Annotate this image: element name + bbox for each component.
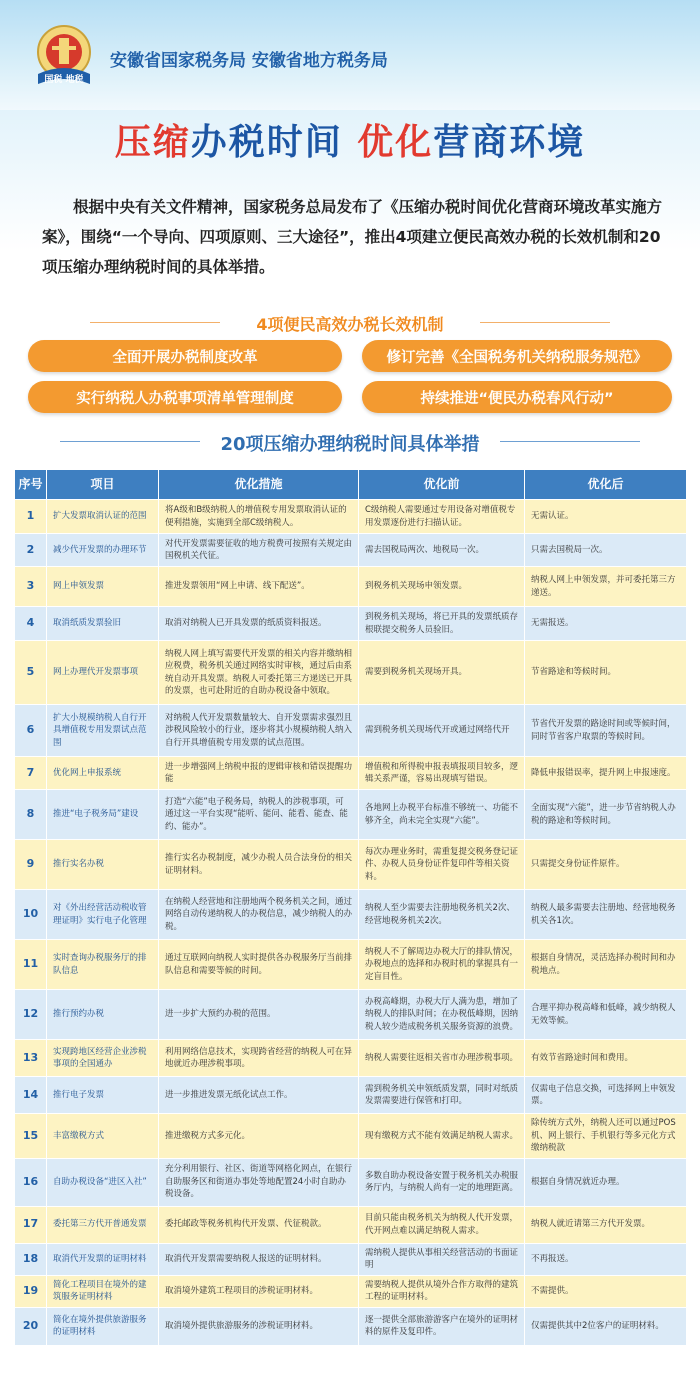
header-before: 优化前: [359, 470, 525, 500]
row-before: 办税高峰期，办税大厅人满为患，增加了纳税人的排队时间；在办税低峰期，因纳税人较少造成税务机关服务资源的浪费。: [359, 990, 525, 1040]
header-item: 项目: [47, 470, 159, 500]
row-before: 逐一提供全部旅游游客户在境外的证明材料的原件及复印件。: [359, 1307, 525, 1345]
row-number: 6: [15, 705, 47, 757]
measures-table: [14, 469, 687, 1346]
row-item: 推行电子发票: [47, 1077, 159, 1114]
table-row: [15, 567, 687, 607]
row-number: 20: [15, 1307, 47, 1345]
row-number: 3: [15, 567, 47, 607]
row-after: 纳税人最多需要去注册地、经营地税务机关各1次。: [525, 890, 687, 940]
mechanism-pill-3: 实行纳税人办税事项清单管理制度: [28, 381, 342, 413]
row-number: 5: [15, 641, 47, 705]
row-item: 网上办理代开发票事项: [47, 641, 159, 705]
row-measure: 利用网络信息技术，实现跨省经营的纳税人可在异地就近办理涉税事项。: [159, 1040, 359, 1077]
row-before: 纳税人不了解周边办税大厅的排队情况，办税地点的选择和办税时机的掌握具有一定盲目性。: [359, 940, 525, 990]
row-after: 全面实现“六能”，进一步节省纳税人办税的路途和等候时间。: [525, 790, 687, 840]
table-row: [15, 1275, 687, 1307]
row-number: 10: [15, 890, 47, 940]
row-after: 只需提交身份证件原件。: [525, 840, 687, 890]
row-after: 节省路途和等候时间。: [525, 641, 687, 705]
row-number: 12: [15, 990, 47, 1040]
row-measure: 推进缴税方式多元化。: [159, 1114, 359, 1159]
row-before: 需纳税人提供从事相关经营活动的书面证明: [359, 1243, 525, 1275]
page-title: [0, 114, 700, 165]
table-row: [15, 1243, 687, 1275]
row-measure: 取消境外建筑工程项目的涉税证明材料。: [159, 1275, 359, 1307]
row-measure: 在纳税人经营地和注册地两个税务机关之间，通过网络自动传递纳税人的办税信息，减少纳税人的办税。: [159, 890, 359, 940]
row-item: 自助办税设备“进区入社”: [47, 1158, 159, 1206]
agency-name: 安徽省国家税务局 安徽省地方税务局: [110, 51, 388, 71]
table-row: [15, 607, 687, 641]
row-after: 合理平抑办税高峰和低峰，减少纳税人无效等候。: [525, 990, 687, 1040]
table-header-row: [15, 470, 687, 500]
row-item: 实现跨地区经营企业涉税事项的全国通办: [47, 1040, 159, 1077]
row-item: 减少代开发票的办理环节: [47, 534, 159, 567]
row-before: 需去国税局两次、地税局一次。: [359, 534, 525, 567]
row-measure: 纳税人网上填写需要代开发票的相关内容并缴纳相应税费，税务机关通过网络实时审核，通过后由系统自动开具发票。纳税人可委托第三方递送已开具的发票，也可赴附近的自助办税设备中领取。: [159, 641, 359, 705]
row-item: 推行预约办税: [47, 990, 159, 1040]
row-measure: 委托邮政等税务机构代开发票、代征税款。: [159, 1206, 359, 1243]
row-number: 13: [15, 1040, 47, 1077]
header-measure: 优化措施: [159, 470, 359, 500]
table-row: [15, 534, 687, 567]
row-measure: 取消代开发票需要纳税人报送的证明材料。: [159, 1243, 359, 1275]
row-measure: 推行实名办税制度，减少办税人员合法身份的相关证明材料。: [159, 840, 359, 890]
row-number: 15: [15, 1114, 47, 1159]
row-measure: 进一步推进发票无纸化试点工作。: [159, 1077, 359, 1114]
title-part-3: 优化: [357, 122, 434, 163]
row-item: 简化在境外提供旅游服务的证明材料: [47, 1307, 159, 1345]
row-number: 14: [15, 1077, 47, 1114]
row-measure: 进一步扩大预约办税的范围。: [159, 990, 359, 1040]
title-part-1: 压缩: [114, 122, 191, 163]
row-after: 不再报送。: [525, 1243, 687, 1275]
row-after: 仅需提供其中2位客户的证明材料。: [525, 1307, 687, 1345]
row-before: 目前只能由税务机关为纳税人代开发票，代开网点难以满足纳税人需求。: [359, 1206, 525, 1243]
row-measure: 通过互联网向纳税人实时提供各办税服务厅当前排队信息和需要等候的时间。: [159, 940, 359, 990]
row-item: 实时查询办税服务厅的排队信息: [47, 940, 159, 990]
table-row: [15, 641, 687, 705]
table-row: [15, 940, 687, 990]
title-part-2: 办税时间: [190, 122, 358, 163]
mechanism-pill-4: 持续推进“便民办税春风行动”: [362, 381, 672, 413]
row-after: 纳税人网上申领发票，并可委托第三方递送。: [525, 567, 687, 607]
row-measure: 打造“六能”电子税务局，纳税人的涉税事项，可通过这一平台实现“能听、能问、能看、能查、能约、能办”。: [159, 790, 359, 840]
table-row: [15, 1307, 687, 1345]
row-measure: 取消境外提供旅游服务的涉税证明材料。: [159, 1307, 359, 1345]
row-before: 纳税人需要往返相关省市办理涉税事项。: [359, 1040, 525, 1077]
table-row: [15, 705, 687, 757]
row-after: 根据自身情况，灵活选择办税时间和办税地点。: [525, 940, 687, 990]
row-before: 需到税务机关申领纸质发票，同时对纸质发票需要进行保管和打印。: [359, 1077, 525, 1114]
row-number: 18: [15, 1243, 47, 1275]
mechanism-pill-1: 全面开展办税制度改革: [28, 340, 342, 372]
row-measure: 将A级和B级纳税人的增值税专用发票取消认证的便利措施，实施到全部C级纳税人。: [159, 500, 359, 534]
row-after: 根据自身情况就近办理。: [525, 1158, 687, 1206]
row-before: 到税务机关现场，将已开具的发票纸质存根联提交税务人员验旧。: [359, 607, 525, 641]
row-number: 11: [15, 940, 47, 990]
row-item: 取消代开发票的证明材料: [47, 1243, 159, 1275]
row-after: 无需报送。: [525, 607, 687, 641]
row-after: 仅需电子信息交换，可选择网上申领发票。: [525, 1077, 687, 1114]
row-after: 只需去国税局一次。: [525, 534, 687, 567]
row-number: 8: [15, 790, 47, 840]
row-before: 需要到税务机关现场开具。: [359, 641, 525, 705]
row-item: 扩大小规模纳税人自行开具增值税专用发票试点范围: [47, 705, 159, 757]
row-after: 有效节省路途时间和费用。: [525, 1040, 687, 1077]
row-number: 1: [15, 500, 47, 534]
table-row: [15, 1077, 687, 1114]
row-number: 17: [15, 1206, 47, 1243]
row-before: 每次办理业务时，需重复提交税务登记证件、办税人员身份证件复印件等相关资料。: [359, 840, 525, 890]
row-before: 需到税务机关现场代开或通过网络代开: [359, 705, 525, 757]
table-row: [15, 890, 687, 940]
row-after: 降低申报错误率，提升网上申报速度。: [525, 757, 687, 790]
measures-title: 20项压缩办理纳税时间具体举措: [220, 434, 480, 455]
logo-text: 国税 地税: [44, 75, 84, 85]
row-measure: 对代开发票需要征收的地方税费可按照有关规定由国税机关代征。: [159, 534, 359, 567]
row-item: 委托第三方代开普通发票: [47, 1206, 159, 1243]
row-item: 扩大发票取消认证的范围: [47, 500, 159, 534]
row-before: 需要纳税人提供从境外合作方取得的建筑工程的证明材料。: [359, 1275, 525, 1307]
row-measure: 进一步增强网上纳税申报的逻辑审核和错误提醒功能: [159, 757, 359, 790]
row-item: 网上申领发票: [47, 567, 159, 607]
row-item: 丰富缴税方式: [47, 1114, 159, 1159]
mechanisms-divider-right: [480, 322, 610, 323]
table-row: [15, 790, 687, 840]
row-item: 推行实名办税: [47, 840, 159, 890]
row-number: 4: [15, 607, 47, 641]
row-before: 增值税和所得税申报表填报项目较多，逻辑关系严谨，容易出现填写错误。: [359, 757, 525, 790]
mechanism-pill-2: 修订完善《全国税务机关纳税服务规范》: [362, 340, 672, 372]
row-before: C级纳税人需要通过专用设备对增值税专用发票逐份进行扫描认证。: [359, 500, 525, 534]
tax-emblem-logo: [28, 22, 100, 94]
row-after: 除传统方式外，纳税人还可以通过POS机、网上银行、手机银行等多元化方式缴纳税款: [525, 1114, 687, 1159]
row-after: 不需提供。: [525, 1275, 687, 1307]
table-row: [15, 1040, 687, 1077]
row-number: 9: [15, 840, 47, 890]
row-after: 节省代开发票的路途时间或等候时间，同时节省客户取票的等候时间。: [525, 705, 687, 757]
row-before: 各地网上办税平台标准不够统一、功能不够齐全，尚未完全实现“六能”。: [359, 790, 525, 840]
row-measure: 充分利用银行、社区、街道等网格化网点，在银行自助服务区和街道办事处等地配置24小时自助办税设备。: [159, 1158, 359, 1206]
table-row: [15, 990, 687, 1040]
row-measure: 推进发票领用“网上申请、线下配送”。: [159, 567, 359, 607]
row-item: 对《外出经营活动税收管理证明》实行电子化管理: [47, 890, 159, 940]
row-item: 推进“电子税务局”建设: [47, 790, 159, 840]
row-number: 2: [15, 534, 47, 567]
table-row: [15, 840, 687, 890]
row-before: 到税务机关现场申领发票。: [359, 567, 525, 607]
header-no: 序号: [15, 470, 47, 500]
row-after: 无需认证。: [525, 500, 687, 534]
row-before: 多数自助办税设备安置于税务机关办税服务厅内，与纳税人尚有一定的地理距离。: [359, 1158, 525, 1206]
mechanisms-title: 4项便民高效办税长效机制: [256, 315, 444, 334]
row-item: 取消纸质发票验旧: [47, 607, 159, 641]
row-item: 简化工程项目在境外的建筑服务证明材料: [47, 1275, 159, 1307]
row-after: 纳税人就近请第三方代开发票。: [525, 1206, 687, 1243]
row-measure: 对纳税人代开发票数量较大、自开发票需求强烈且涉税风险较小的行业，逐步将其小规模纳税人纳入自行开具增值税专用发票的试点范围。: [159, 705, 359, 757]
row-number: 7: [15, 757, 47, 790]
table-row: [15, 1158, 687, 1206]
row-number: 19: [15, 1275, 47, 1307]
table-row: [15, 500, 687, 534]
row-before: 纳税人至少需要去注册地税务机关2次、经营地税务机关2次。: [359, 890, 525, 940]
row-before: 现有缴税方式不能有效满足纳税人需求。: [359, 1114, 525, 1159]
row-item: 优化网上申报系统: [47, 757, 159, 790]
table-row: [15, 1114, 687, 1159]
title-part-4: 营商环境: [433, 122, 586, 163]
row-measure: 取消对纳税人已开具发票的纸质资料报送。: [159, 607, 359, 641]
measures-divider-right: [500, 441, 640, 442]
row-number: 16: [15, 1158, 47, 1206]
header-after: 优化后: [525, 470, 687, 500]
intro-paragraph: 根据中央有关文件精神，国家税务总局发布了《压缩办税时间优化营商环境改革实施方案》，围绕“一个导向、四项原则、三大途径”，推出4项建立便民高效办税的长效机制和20项压缩办理纳税时间的具体举措。: [42, 198, 663, 276]
table-row: [15, 757, 687, 790]
table-row: [15, 1206, 687, 1243]
